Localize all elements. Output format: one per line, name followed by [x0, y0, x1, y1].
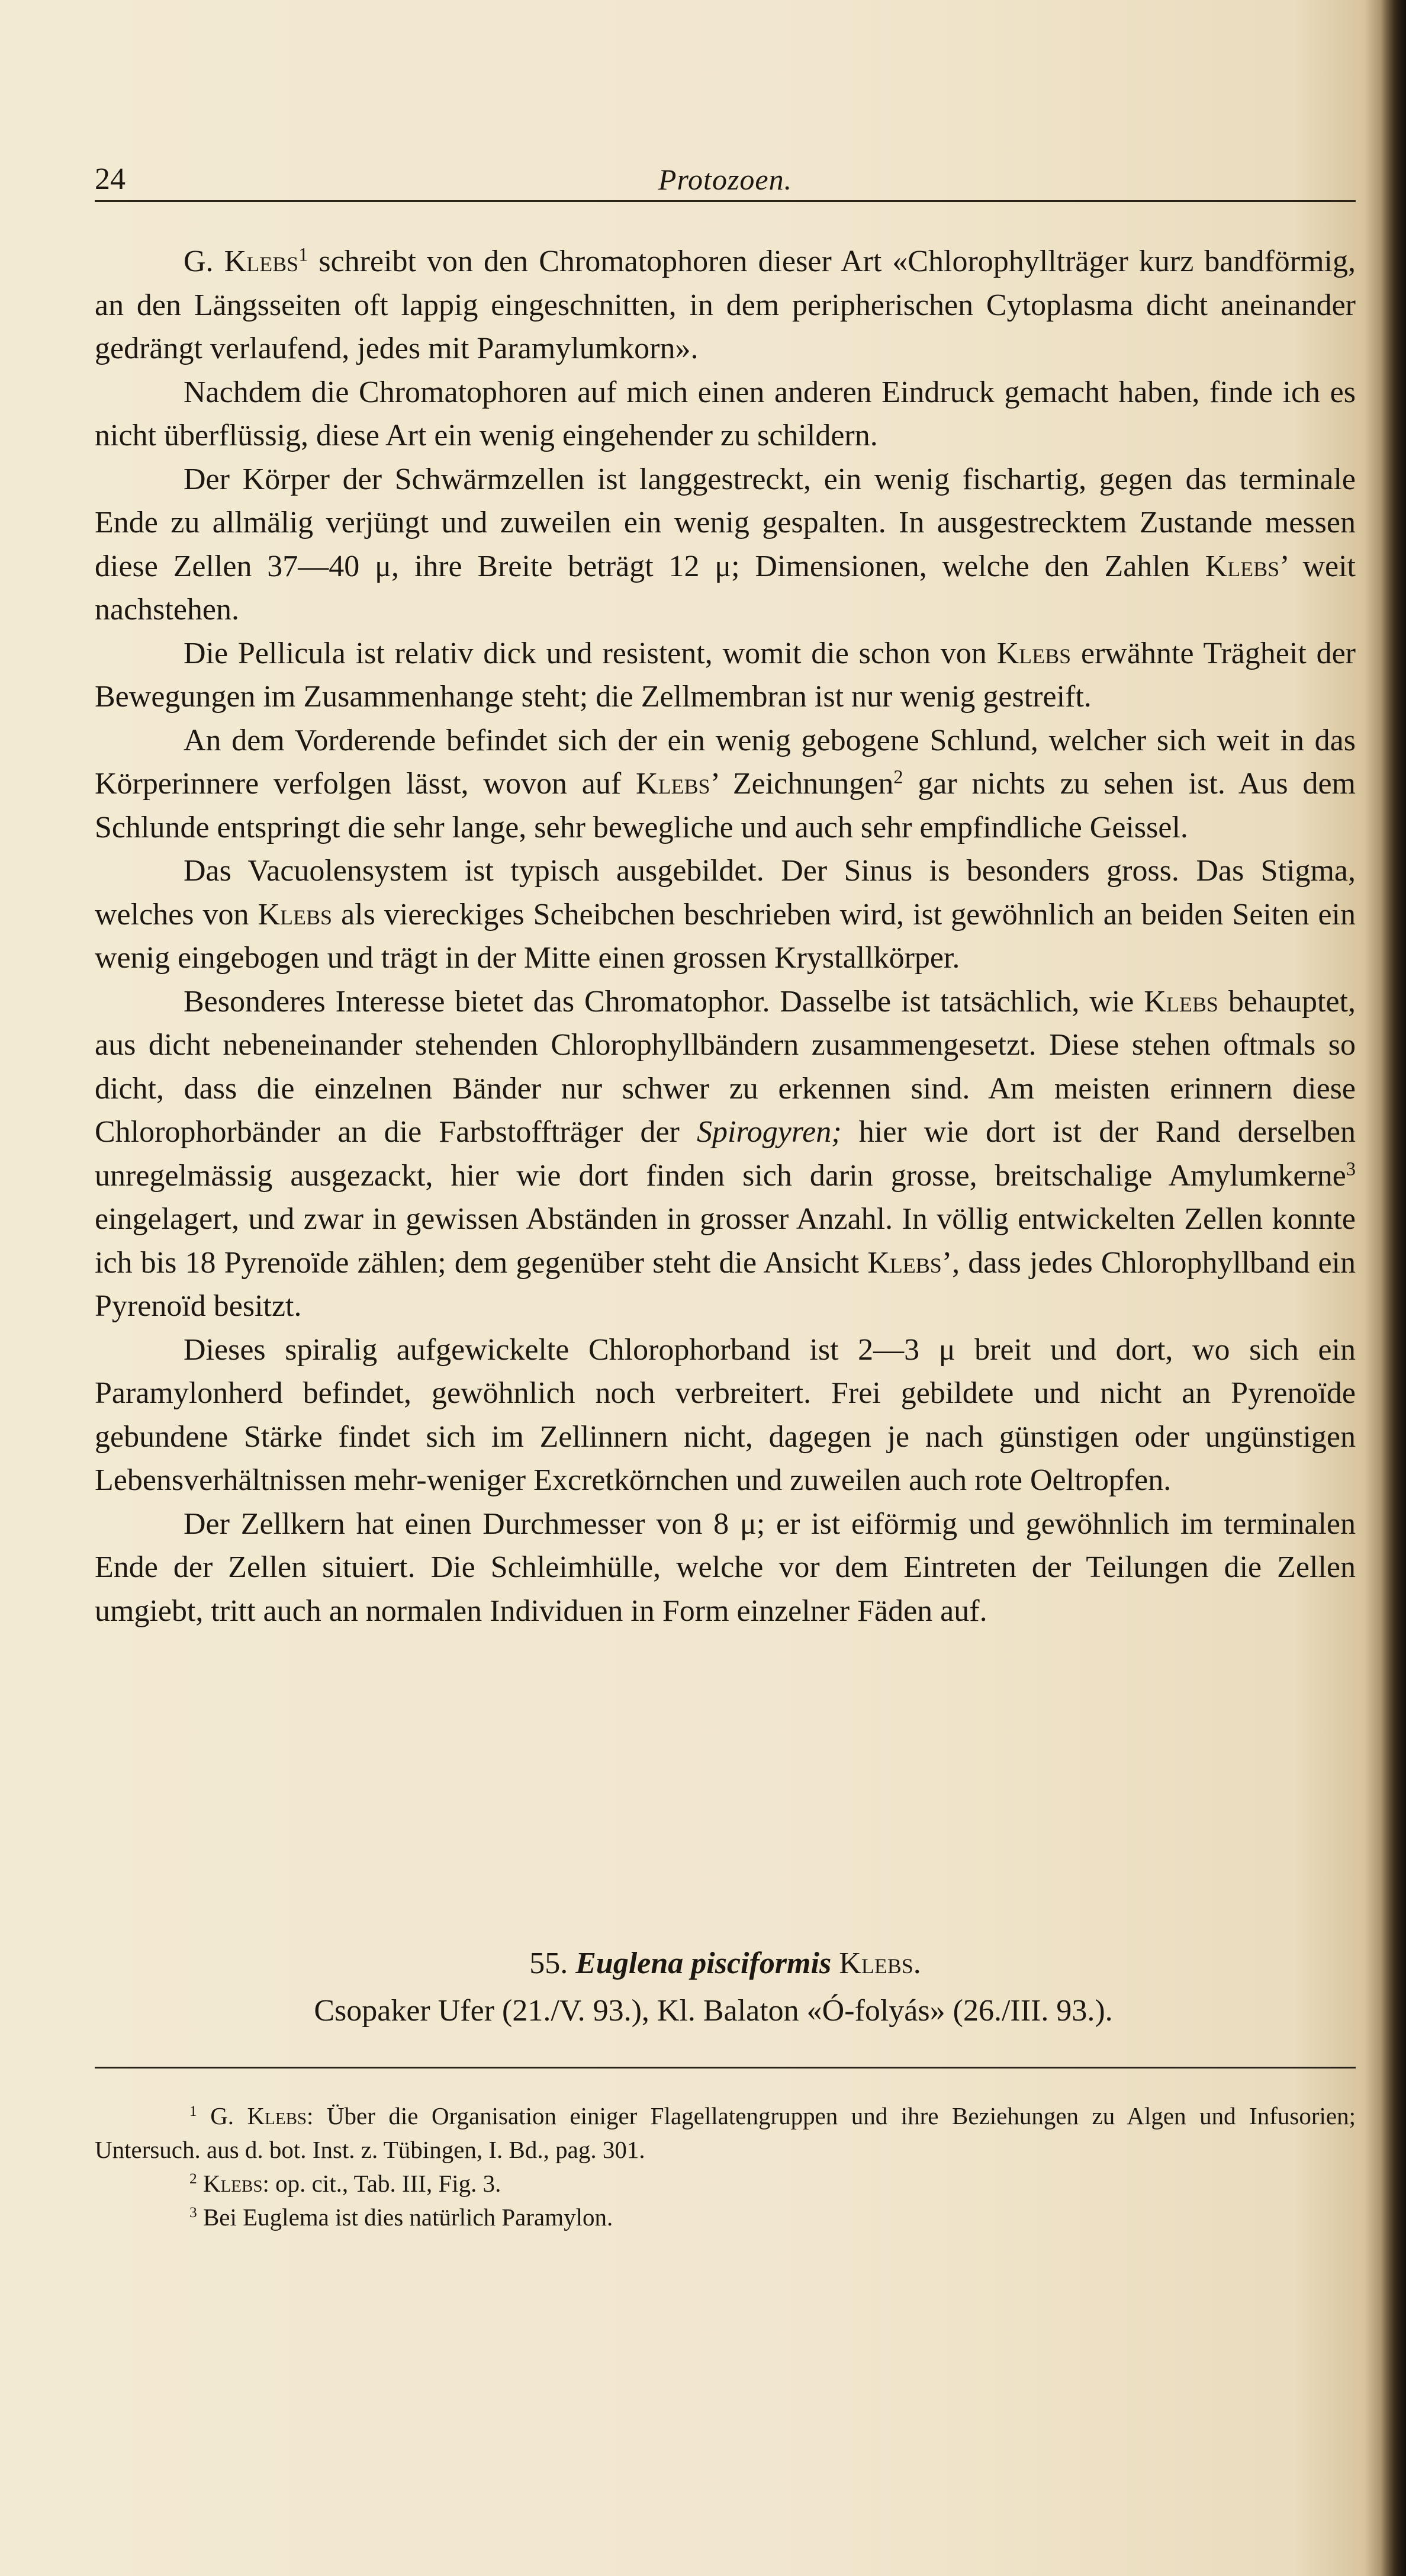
- species-locality: Csopaker Ufer (21./V. 93.), Kl. Balaton «Ó-folyás» (26./III. 93.).: [314, 1994, 1113, 2028]
- header-rule: [95, 200, 1356, 202]
- paragraph-5: An dem Vorderende befindet sich der ein wenig gebogene Schlund, welcher sich weit in das Körperinnere verfolgen lässt, wovon auf Klebs’ Zeichnungen$^2$ gar nichts zu sehen ist. Aus dem Schlunde entspringt die sehr lange, sehr bewegliche und auch sehr empfindliche Geissel.: [95, 723, 1356, 844]
- footnote-2: $^2$ Klebs: op. cit., Tab. III, Fig. 3.: [189, 2170, 501, 2197]
- author-name: Klebs: [224, 245, 299, 278]
- species-author: Klebs.: [839, 1947, 921, 1980]
- footnote-mark: 2: [189, 2170, 197, 2188]
- page-edge-shadow: [1381, 0, 1406, 2576]
- author-name: Klebs: [1205, 549, 1280, 583]
- paragraph-4: Die Pellicula ist relativ dick und resistent, womit die schon von Klebs erwähnte Trägheit der Bewegungen im Zusammenhange steht; die Zellmembran ist nur wenig gestreift.: [95, 636, 1356, 714]
- footnote-ref: 1: [298, 243, 308, 265]
- author-name: Klebs: [202, 2170, 263, 2197]
- footnote-1: $^1$ G. Klebs: Über die Organisation einiger Flagellatengruppen und ihre Beziehungen zu Algen und Infusorien; Untersuch. aus d. bot. Inst. z. Tübingen, I. Bd., pag. 301.: [95, 2102, 1356, 2163]
- footnote-mark: 1: [189, 2103, 197, 2120]
- paragraph-2: Nachdem die Chromatophoren auf mich einen anderen Eindruck gemacht haben, finde ich es nicht überflüssig, diese Art ein wenig eingehender zu schildern.: [95, 375, 1356, 452]
- author-name: Klebs: [258, 897, 333, 932]
- footnote-ref: 3: [1346, 1157, 1356, 1179]
- body-text: [95, 240, 1356, 1633]
- paragraph-6: Das Vacuolensystem ist typisch ausgebildet. Der Sinus is besonders gross. Das Stigma, welches von Klebs als viereckiges Scheibchen beschrieben wird, ist gewöhnlich an beiden Seiten ein wenig eingebogen und trägt in der Mitte einen grossen Krystallkörper.: [95, 854, 1356, 975]
- paragraph-3: Der Körper der Schwärmzellen ist langgestreckt, ein wenig fischartig, gegen das terminale Ende zu allmälig verjüngt und zuweilen ein wenig gespalten. In ausgestrecktem Zustande messen diese Zellen 37—40 μ, ihre Breite beträgt 12 μ; Dimensionen, welche den Zahlen Klebs’ weit nachstehen.: [95, 462, 1356, 627]
- page-number: 24: [95, 162, 126, 196]
- page-header: [95, 159, 1356, 200]
- footnote-3: $^3$ Bei Euglema ist dies natürlich Paramylon.: [189, 2204, 613, 2231]
- author-name: Klebs: [1144, 984, 1218, 1019]
- author-name: Klebs: [247, 2102, 307, 2129]
- paragraph-7: Besonderes Interesse bietet das Chromatophor. Dasselbe ist tatsächlich, wie Klebs behauptet, aus dicht nebeneinander stehenden Chlorophyllbändern zusammengesetzt. Diese stehen oftmals so dicht, dass die einzelnen Bänder nur schwer zu erkennen sind. Am meisten erinnern diese Chlorophorbänder an die Farbstoffträger der Spirogyren; hier wie dort ist der Rand derselben unregelmässig ausgezackt, hier wie dort finden sich darin grosse, breitschalige Amylumkerne$^3$ eingelagert, und zwar in gewissen Abständen in grosser Anzahl. In völlig entwickelten Zellen konnte ich bis 18 Pyrenoïde zählen; dem gegenüber steht die Ansicht Klebs’, dass jedes Chlorophyllband ein Pyrenoïd besitzt.: [95, 984, 1356, 1323]
- species-entry: [95, 1940, 1356, 2035]
- paragraph-1: G. Klebs$^1$ schreibt von den Chromatophoren dieser Art «Chlorophyllträger kurz bandförmig, an den Längsseiten oft lappig eingeschnitten, in dem peripherischen Cytoplasma dicht aneinander gedrängt verlaufend, jedes mit Paramylumkorn».: [95, 243, 1356, 365]
- footnote-ref: 2: [893, 766, 903, 788]
- footnote-mark: 3: [189, 2204, 197, 2221]
- species-name: Euglena pisciformis: [575, 1947, 832, 1980]
- author-name: Klebs: [996, 636, 1072, 670]
- species-heading: [95, 1940, 1356, 1987]
- footnote-rule: [95, 2067, 1356, 2068]
- paragraph-8: Dieses spiralig aufgewickelte Chlorophorband ist 2—3 μ breit und dort, wo sich ein Paramylonherd befindet, gewöhnlich noch verbreitert. Frei gebildete und nicht an Pyrenoïde gebundene Stärke findet sich im Zellinnern nicht, dagegen je nach günstigen oder ungünstigen Lebensverhältnissen mehr-weniger Excretkörnchen und zuweilen auch rote Oeltropfen.: [95, 1332, 1356, 1497]
- species-number: 55.: [529, 1947, 568, 1980]
- author-name: Klebs: [636, 767, 710, 801]
- genus-name: Spirogyren;: [697, 1115, 842, 1149]
- author-name: Klebs: [867, 1245, 942, 1280]
- paragraph-9: Der Zellkern hat einen Durchmesser von 8 μ; er ist eiförmig und gewöhnlich im terminalen Ende der Zellen situiert. Die Schleimhülle, welche vor dem Eintreten der Teilungen die Zellen umgiebt, tritt auch an normalen Individuen in Form einzelner Fäden auf.: [95, 1507, 1356, 1628]
- footnotes: [95, 2099, 1356, 2234]
- running-title: Protozoen.: [658, 163, 793, 196]
